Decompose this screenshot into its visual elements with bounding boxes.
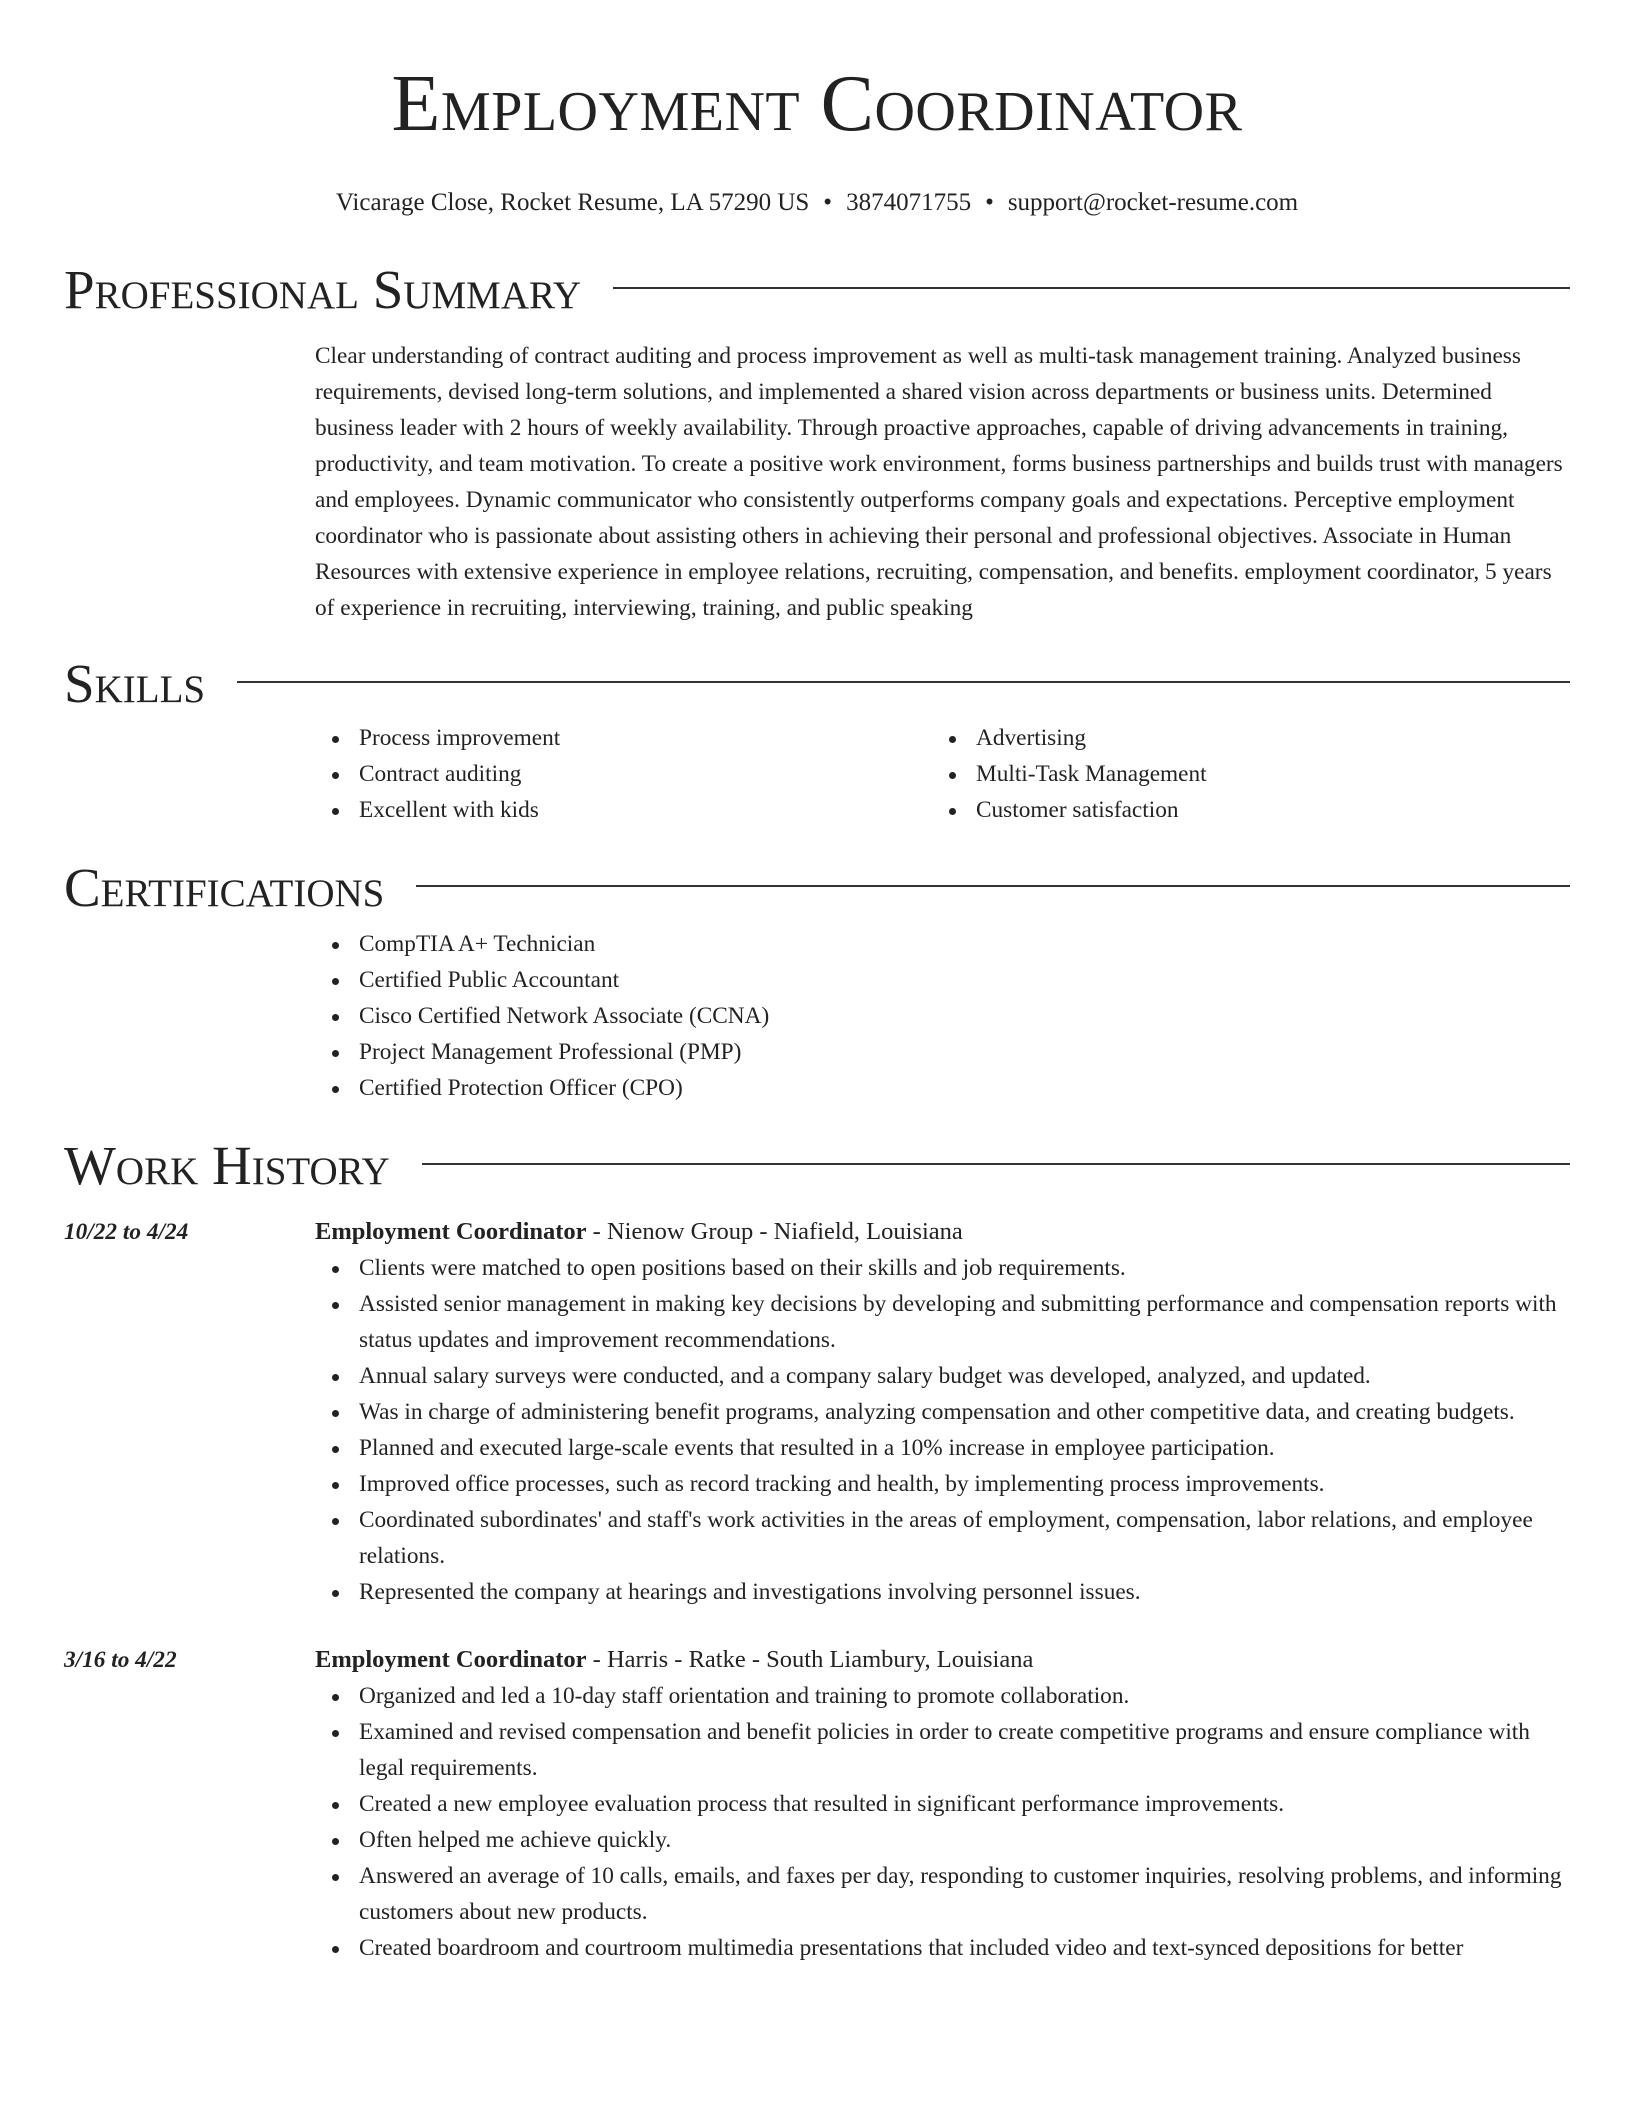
skill-item: Advertising — [976, 720, 1570, 756]
job-body — [315, 1642, 1570, 1966]
section-header-summary — [64, 260, 1570, 318]
section-divider — [237, 681, 1570, 683]
job-duty: Created boardroom and courtroom multimedia presentations that included video and text-synced depositions for better — [359, 1930, 1570, 1966]
contact-line — [64, 188, 1570, 218]
skills-list-right — [932, 720, 1570, 828]
job-entry — [64, 1214, 1570, 1610]
job-duties-list — [315, 1250, 1570, 1610]
job-role: Employment Coordinator — [315, 1646, 587, 1673]
job-dates: 10/22 to 4/24 — [64, 1219, 189, 1245]
job-body — [315, 1214, 1570, 1610]
job-duty: Organized and led a 10-day staff orientation and training to promote collaboration. — [359, 1678, 1570, 1714]
certification-item: CompTIA A+ Technician — [359, 926, 1570, 962]
job-duty: Clients were matched to open positions based on their skills and job requirements. — [359, 1250, 1570, 1286]
skill-item: Customer satisfaction — [976, 792, 1570, 828]
job-entry — [64, 1642, 1570, 1966]
job-duty: Assisted senior management in making key decisions by developing and submitting performance and compensation reports with status updates and improvement recommendations. — [359, 1286, 1570, 1358]
summary-text: Clear understanding of contract auditing and process improvement as well as multi-task management training. Analyzed business requirements, devised long-term solutions, and implemented a shared vision across departments or business units. Determined business leader with 2 hours of weekly availability. Through proactive approaches, capable of driving advancements in training, productivity, and team motivation. To create a positive work environment, forms business partnerships and builds trust with managers and employees. Dynamic communicator who consistently outperforms company goals and expectations. Perceptive employment coordinator who is passionate about assisting others in achieving their personal and professional objectives. Associate in Human Resources with extensive experience in employee relations, recruiting, compensation, and benefits. employment coordinator, 5 years of experience in recruiting, interviewing, training, and public speaking — [315, 343, 1563, 621]
section-header-skills — [64, 654, 1570, 712]
job-role: Employment Coordinator — [315, 1218, 587, 1245]
section-divider — [422, 1163, 1570, 1165]
skills-grid — [315, 720, 1570, 828]
job-title-line — [315, 1642, 1570, 1678]
certifications-list — [315, 926, 1570, 1106]
contact-phone: 3874071755 — [846, 189, 972, 216]
job-duty: Planned and executed large-scale events that resulted in a 10% increase in employee participation. — [359, 1430, 1570, 1466]
job-duty: Often helped me achieve quickly. — [359, 1822, 1570, 1858]
job-duty: Answered an average of 10 calls, emails, and faxes per day, responding to customer inquiries, resolving problems, and informing customers about new products. — [359, 1858, 1570, 1930]
section-divider — [613, 287, 1570, 289]
job-duty: Created a new employee evaluation process that resulted in significant performance improvements. — [359, 1786, 1570, 1822]
skill-item: Contract auditing — [359, 756, 932, 792]
certification-item: Certified Protection Officer (CPO) — [359, 1070, 1570, 1106]
job-duty: Annual salary surveys were conducted, and a company salary budget was developed, analyzed, and updated. — [359, 1358, 1570, 1394]
section-title-work-history: Work History — [64, 1134, 390, 1196]
job-company-location: - Nienow Group - Niafield, Louisiana — [586, 1218, 963, 1245]
certification-item: Cisco Certified Network Associate (CCNA) — [359, 998, 1570, 1034]
job-duties-list — [315, 1678, 1570, 1966]
job-dates: 3/16 to 4/22 — [64, 1647, 177, 1673]
section-header-work-history — [64, 1136, 1570, 1194]
certifications-block — [315, 926, 1570, 1106]
skill-item: Process improvement — [359, 720, 932, 756]
section-divider — [416, 885, 1570, 887]
job-duty: Represented the company at hearings and investigations involving personnel issues. — [359, 1574, 1570, 1610]
certification-item: Certified Public Accountant — [359, 962, 1570, 998]
job-duty: Was in charge of administering benefit programs, analyzing compensation and other competitive data, and creating budgets. — [359, 1394, 1570, 1430]
resume-page — [64, 0, 1570, 1966]
resume-name: Employment Coordinator — [391, 60, 1243, 148]
section-title-skills: Skills — [64, 652, 206, 714]
contact-address: Vicarage Close, Rocket Resume, LA 57290 US — [335, 189, 810, 216]
section-header-certifications — [64, 858, 1570, 916]
contact-separator: • — [985, 189, 994, 216]
skill-item: Excellent with kids — [359, 792, 932, 828]
skill-item: Multi-Task Management — [976, 756, 1570, 792]
job-title-line — [315, 1214, 1570, 1250]
job-duty: Improved office processes, such as record tracking and health, by implementing process improvements. — [359, 1466, 1570, 1502]
job-company-location: - Harris - Ratke - South Liambury, Louisiana — [586, 1646, 1034, 1673]
job-duty: Examined and revised compensation and benefit policies in order to create competitive programs and ensure compliance with legal requirements. — [359, 1714, 1570, 1786]
section-title-summary: Professional Summary — [64, 258, 582, 320]
contact-separator: • — [823, 189, 833, 216]
skills-list-left — [315, 720, 932, 828]
section-title-certifications: Certifications — [64, 856, 385, 918]
job-duty: Coordinated subordinates' and staff's work activities in the areas of employment, compensation, labor relations, and employee relations. — [359, 1502, 1570, 1574]
contact-email: support@rocket-resume.com — [1007, 189, 1299, 216]
certification-item: Project Management Professional (PMP) — [359, 1034, 1570, 1070]
